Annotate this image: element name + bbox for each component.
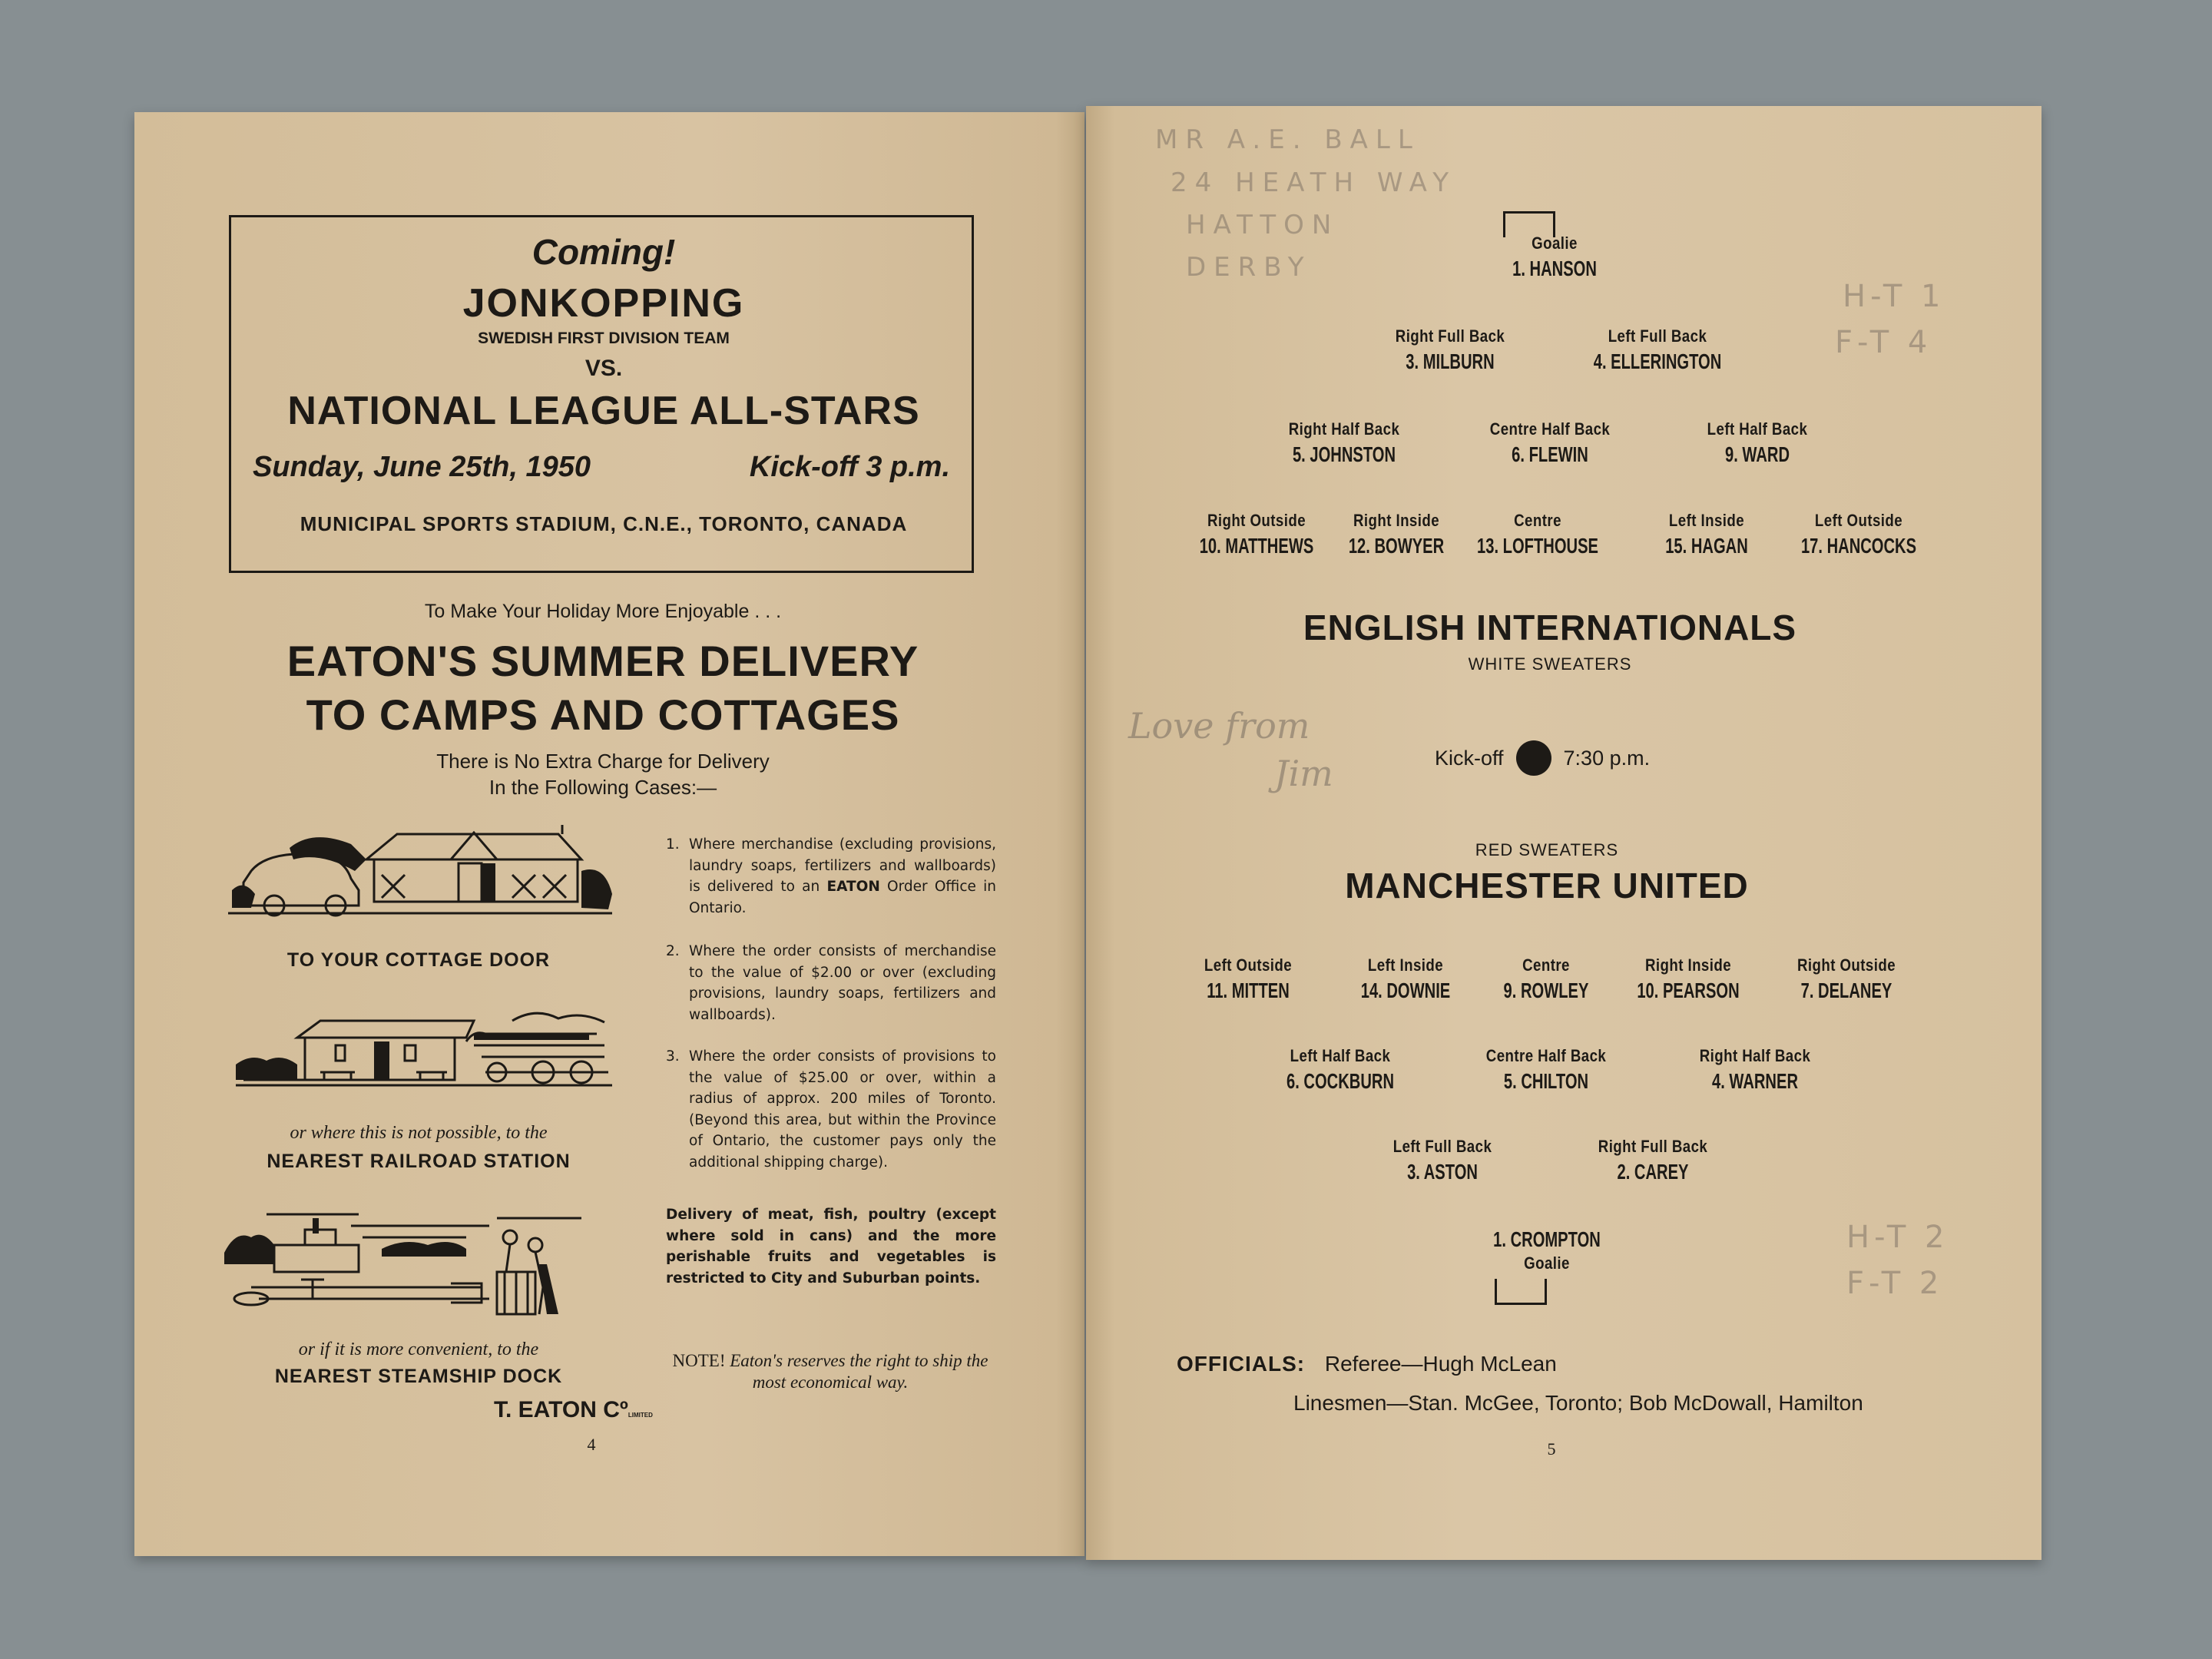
- handwritten-score-ft-1: F-T 4: [1835, 325, 1932, 360]
- position-label: Left Outside: [1814, 511, 1903, 530]
- handwritten-address-line-4: DERBY: [1186, 252, 1312, 283]
- condition-3: [666, 1046, 996, 1173]
- english-right-half-back: [1273, 419, 1416, 467]
- handwritten-inscription-line-1: Love from: [1128, 705, 1310, 747]
- player-name: 4. ELLERINGTON: [1593, 349, 1722, 373]
- condition-text: Where the order consists of provisions to the value of $25.00 or over, within a radius of approx. 200 miles of Toronto. (Beyond this area, but within the Province of Ontario, the customer pays only the additional shipping charge).: [689, 1048, 996, 1171]
- united-right-outside: [1783, 955, 1910, 1003]
- player-name: 9. WARD: [1724, 442, 1790, 466]
- caption-railroad-lead: or where this is not possible, to the: [290, 1123, 548, 1143]
- officials-label: OFFICIALS:: [1177, 1352, 1306, 1376]
- officials-line: [1177, 1352, 1557, 1376]
- handwritten-address-line-3: HATTON: [1186, 210, 1339, 240]
- position-label: Right Full Back: [1598, 1137, 1708, 1156]
- united-right-full-back: [1588, 1137, 1717, 1184]
- united-left-inside: [1343, 955, 1468, 1003]
- player-name: 6. FLEWIN: [1512, 442, 1588, 466]
- handwritten-score-ft-2: F-T 2: [1846, 1266, 1944, 1301]
- english-left-full-back: [1568, 326, 1746, 374]
- handwritten-address-line-1: MR A.E. BALL: [1155, 124, 1420, 155]
- player-name: 3. ASTON: [1407, 1160, 1478, 1184]
- english-left-outside: [1779, 511, 1939, 558]
- ad-headline-2: TO CAMPS AND COTTAGES: [306, 690, 900, 739]
- right-page: [1086, 106, 2041, 1560]
- player-name: 2. CAREY: [1617, 1160, 1689, 1184]
- player-name: 1. HANSON: [1512, 257, 1597, 280]
- match-venue: MUNICIPAL SPORTS STADIUM, C.N.E., TORONTO, CANADA: [300, 512, 908, 535]
- english-centre-forward: [1453, 511, 1621, 558]
- condition-text-end: Order Office in Ontario.: [689, 879, 996, 916]
- visiting-team-subtitle: SWEDISH FIRST DIVISION TEAM: [478, 329, 730, 347]
- page-number-left: 4: [587, 1435, 596, 1454]
- caption-cottage-door: TO YOUR COTTAGE DOOR: [286, 949, 551, 971]
- united-centre-forward: [1487, 955, 1605, 1003]
- match-date: Sunday, June 25th, 1950: [253, 451, 591, 483]
- coming-heading: Coming!: [531, 232, 676, 272]
- football-icon: [1516, 740, 1551, 776]
- goal-bottom-icon: [1495, 1279, 1547, 1305]
- versus-label: VS.: [584, 356, 623, 381]
- position-label: Goalie: [1524, 1253, 1570, 1273]
- player-name: 5. JOHNSTON: [1292, 442, 1396, 466]
- united-left-half-back: [1266, 1046, 1415, 1094]
- condition-2: [666, 941, 996, 1025]
- english-left-inside: [1649, 511, 1763, 558]
- ad-intro: To Make Your Holiday More Enjoyable . . .: [424, 601, 782, 622]
- english-right-full-back: [1386, 326, 1515, 374]
- left-page: [134, 112, 1084, 1556]
- player-name: 9. ROWLEY: [1503, 979, 1589, 1002]
- condition-strong: EATON: [826, 879, 880, 895]
- referee: Referee—Hugh McLean: [1324, 1352, 1557, 1376]
- position-label: Right Half Back: [1699, 1046, 1811, 1065]
- player-name: 4. WARNER: [1711, 1069, 1799, 1093]
- position-label: Centre: [1522, 955, 1570, 975]
- english-right-outside: [1177, 511, 1336, 558]
- handwritten-inscription-line-2: Jim: [1274, 753, 1333, 794]
- player-name: 14. DOWNIE: [1360, 979, 1451, 1002]
- linesmen: Linesmen—Stan. McGee, Toronto; Bob McDowall, Hamilton: [1293, 1391, 1863, 1415]
- united-left-outside: [1190, 955, 1305, 1003]
- handwritten-score-ht-1: H-T 1: [1843, 279, 1945, 314]
- position-label: Left Full Back: [1608, 326, 1707, 346]
- eaton-company-signature: [494, 1397, 653, 1423]
- position-label: Goalie: [1532, 233, 1578, 253]
- english-goalie: [1496, 233, 1613, 281]
- shipping-note: [664, 1350, 996, 1393]
- away-team-title: MANCHESTER UNITED: [1345, 866, 1749, 906]
- player-name: 15. HAGAN: [1665, 534, 1748, 558]
- united-centre-half-back: [1475, 1046, 1617, 1094]
- page-number-right: 5: [1547, 1439, 1556, 1459]
- kickoff-time: 7:30 p.m.: [1563, 746, 1651, 770]
- away-team-colours: RED SWEATERS: [1475, 840, 1619, 859]
- signature-text: T. EATON Cº: [494, 1397, 628, 1422]
- position-label: Centre Half Back: [1489, 419, 1611, 439]
- player-name: 12. BOWYER: [1348, 534, 1445, 558]
- english-centre-half-back: [1479, 419, 1621, 467]
- signature-suffix: LIMITED: [628, 1412, 653, 1419]
- ad-subhead-1: There is No Extra Charge for Delivery: [436, 750, 770, 773]
- condition-1: [666, 834, 996, 919]
- position-label: Left Half Back: [1707, 419, 1808, 439]
- home-team-colours: WHITE SWEATERS: [1468, 654, 1632, 674]
- player-name: 17. HANCOCKS: [1800, 534, 1917, 558]
- player-name: 11. MITTEN: [1207, 979, 1290, 1002]
- condition-number: 1.: [666, 836, 680, 853]
- condition-number: 3.: [666, 1048, 680, 1065]
- cottage-delivery-illustration: [220, 817, 620, 921]
- handwritten-address-line-2: 24 HEATH WAY: [1171, 167, 1457, 198]
- position-label: Left Inside: [1367, 955, 1444, 975]
- position-label: Right Inside: [1644, 955, 1732, 975]
- position-label: Right Outside: [1207, 511, 1306, 530]
- player-name: 1. CROMPTON: [1493, 1227, 1601, 1251]
- position-label: Left Half Back: [1290, 1046, 1391, 1065]
- condition-number: 2.: [666, 943, 680, 959]
- position-label: Right Full Back: [1395, 326, 1505, 346]
- position-label: Right Outside: [1796, 955, 1896, 975]
- railroad-station-illustration: [220, 999, 620, 1095]
- home-team-name: NATIONAL LEAGUE ALL-STARS: [287, 389, 920, 433]
- player-name: 6. COCKBURN: [1286, 1069, 1395, 1093]
- player-name: 10. MATTHEWS: [1199, 534, 1314, 558]
- home-team-title: ENGLISH INTERNATIONALS: [1303, 608, 1797, 647]
- united-goalie: [1472, 1227, 1621, 1273]
- caption-railroad-station: NEAREST RAILROAD STATION: [267, 1151, 571, 1172]
- position-label: Right Half Back: [1288, 419, 1400, 439]
- steamship-dock-illustration: [220, 1203, 620, 1318]
- united-left-full-back: [1384, 1137, 1500, 1184]
- kickoff-line: [1435, 740, 1650, 776]
- ad-subhead-2: In the Following Cases:—: [488, 776, 717, 799]
- english-left-half-back: [1698, 419, 1816, 467]
- note-label: NOTE!: [672, 1351, 726, 1370]
- perishables-notice: Delivery of meat, fish, poultry (except where sold in cans) and the more perishable fruits and vegetables is restricted to City and Suburban points.: [666, 1207, 996, 1286]
- position-label: Left Inside: [1668, 511, 1745, 530]
- united-right-half-back: [1690, 1046, 1820, 1094]
- position-label: Centre Half Back: [1485, 1046, 1607, 1065]
- player-name: 5. CHILTON: [1503, 1069, 1589, 1093]
- caption-steamship-lead: or if it is more convenient, to the: [298, 1339, 539, 1359]
- player-name: 10. PEARSON: [1637, 979, 1740, 1002]
- ad-headline-1: EATON'S SUMMER DELIVERY: [286, 637, 919, 685]
- position-label: Left Outside: [1204, 955, 1293, 975]
- position-label: Left Full Back: [1392, 1137, 1492, 1156]
- visiting-team-name: JONKOPPING: [462, 281, 745, 326]
- match-kickoff: Kick-off 3 p.m.: [749, 451, 950, 483]
- united-right-inside: [1617, 955, 1759, 1003]
- player-name: 7. DELANEY: [1800, 979, 1892, 1002]
- player-name: 3. MILBURN: [1406, 349, 1495, 373]
- english-right-inside: [1330, 511, 1463, 558]
- caption-steamship-dock: NEAREST STEAMSHIP DOCK: [274, 1366, 563, 1387]
- kickoff-label: Kick-off: [1435, 746, 1504, 770]
- condition-text: Where merchandise (excluding provisions, laundry soaps, fertilizers and wallboards) is delivered to an: [689, 836, 996, 895]
- position-label: Centre: [1514, 511, 1561, 530]
- handwritten-score-ht-2: H-T 2: [1846, 1220, 1949, 1255]
- position-label: Right Inside: [1353, 511, 1440, 530]
- note-text: Eaton's reserves the right to ship the most economical way.: [730, 1351, 988, 1392]
- condition-text: Where the order consists of merchandise to the value of $2.00 or over (excluding provisions, laundry soaps, fertilizers and wallboards).: [689, 943, 996, 1023]
- player-name: 13. LOFTHOUSE: [1477, 534, 1598, 558]
- upcoming-match-box: [229, 215, 974, 573]
